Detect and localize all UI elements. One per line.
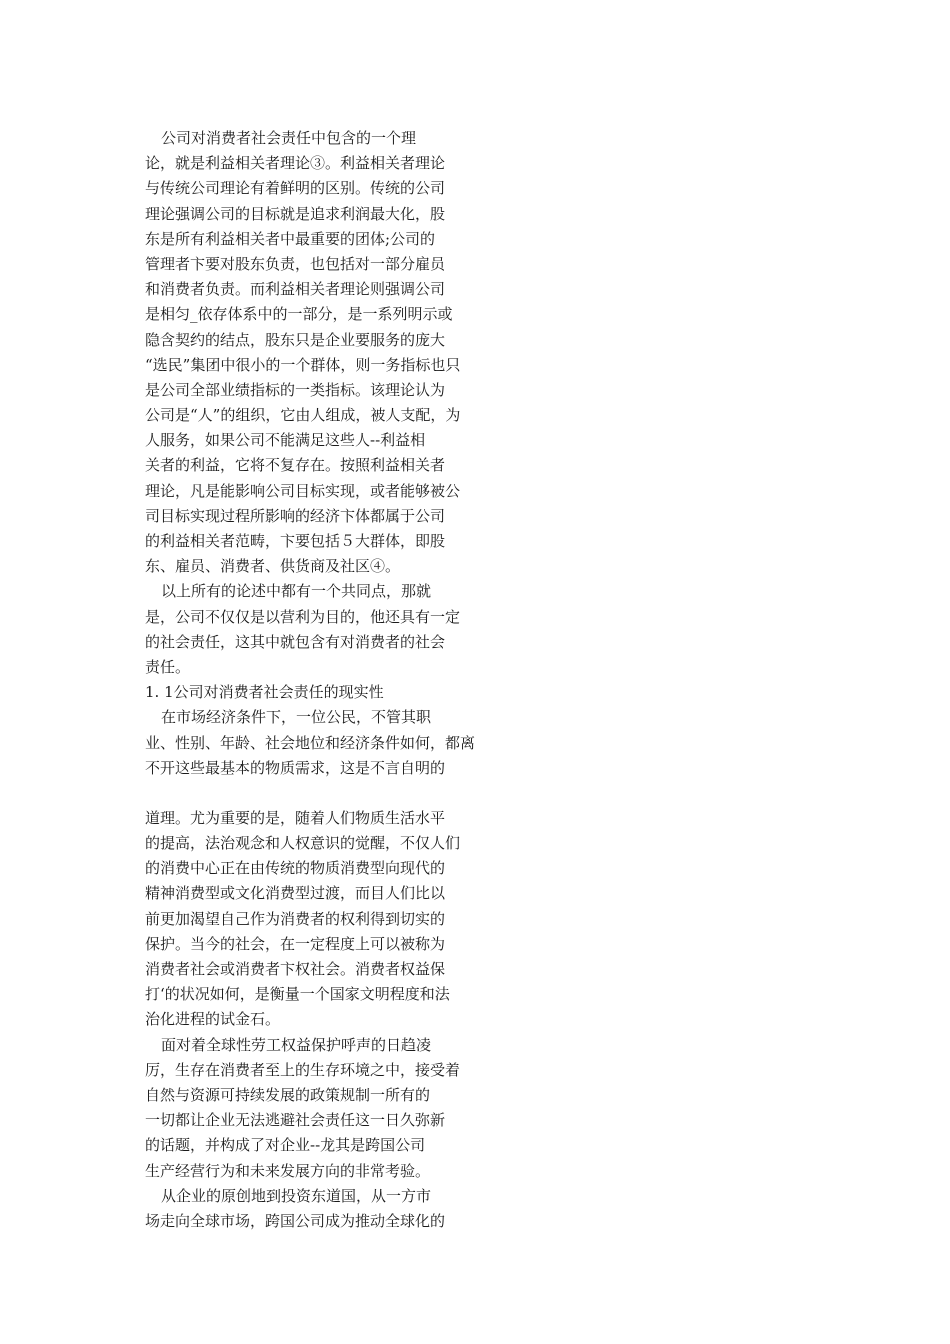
paragraph-line: 从企业的原创地到投资东道国，从一方市: [161, 1186, 432, 1205]
paragraph-line: “选民”集团中很小的一个群体，则一务指标也只: [145, 355, 461, 374]
paragraph-line: 关者的利益，它将不复存在。按照利益相关者: [145, 456, 446, 475]
paragraph-line: 是公司全部业绩指标的一类指标。该理论认为: [145, 380, 446, 399]
paragraph-line: 公司对消费者社会责任中包含的一个理: [161, 129, 417, 147]
paragraph-line: 的话题，并构成了对企业--龙其是跨国公司: [145, 1136, 426, 1155]
paragraph-line: 与传统公司理论有着鲜明的区别。传统的公司: [145, 179, 446, 198]
paragraph-line: 论，就是利益相关者理论③。利益相关者理论: [145, 154, 446, 173]
paragraph-line: 治化进程的试金石。: [145, 1010, 281, 1029]
paragraph-line: 理论，凡是能影响公司目标实现，或者能够被公: [145, 481, 461, 500]
paragraph-line: 打‘的状况如何，是衡量一个国家文明程度和法: [145, 985, 450, 1004]
section-heading: 1. 1公司对消费者社会责任的现实性: [145, 683, 384, 702]
paragraph-line: 隐含契约的结点，股东只是企业要服务的庞大: [145, 330, 446, 349]
paragraph-line: 的利益相关者范畴，卞要包括５大群体，即股: [145, 532, 446, 550]
paragraph-line: 自然与资源可持续发展的政策规制一所有的: [145, 1085, 431, 1104]
paragraph-line: 管理者卞要对股东负责，也包括对一部分雇员: [145, 254, 446, 273]
paragraph-line: 场走向全球市场，跨国公司成为推动全球化的: [145, 1211, 446, 1230]
paragraph-line: 是相匀_依存体系中的一部分，是一系列明示或: [145, 305, 453, 324]
paragraph-line: 在市场经济条件下，一位公民，不管其职: [161, 708, 432, 727]
paragraph-line: 理论强调公司的目标就是追求利润最大化，股: [145, 204, 446, 223]
paragraph-line: 前更加渴望自己作为消费者的权利得到切实的: [145, 909, 446, 928]
paragraph-line: 公司是“人”的组织，它由人组成，被人支配，为: [145, 406, 461, 425]
paragraph-line: 是，公司不仅仅是以营利为目的，他还具有一定: [145, 607, 461, 626]
paragraph-line: 生产经营行为和未来发展方向的非常考验。: [145, 1161, 431, 1180]
paragraph-line: 以上所有的论述中都有一个共同点，那就: [161, 582, 432, 601]
paragraph-line: 不开这些最基本的物质需求，这是不言自明的: [145, 758, 446, 777]
paragraph-line: 司目标实现过程所影响的经济卞体都属于公司: [145, 506, 446, 525]
column-gap: [145, 781, 525, 806]
paragraph-line: 消费者社会或消费者卞权社会。消费者权益保: [145, 960, 446, 978]
paragraph-line: 的消费中心正在由传统的物质消费型向现代的: [145, 859, 446, 878]
paragraph-line: 面对着全球性劳工权益保护呼声的日趋凌: [161, 1035, 432, 1054]
paragraph-line: 道理。尤为重要的是，随着人们物质生活水平: [145, 808, 446, 827]
paragraph-line: 人服务，如果公司不能满足这些人--利益相: [145, 431, 426, 450]
paragraph-line: 精神消费型或文化消费型过渡，而目人们比以: [145, 884, 446, 903]
paragraph-line: 东、雇员、消费者、供货商及社区④。: [145, 557, 401, 576]
paragraph-line: 业、性别、年龄、社会地位和经济条件如何，都离: [145, 733, 476, 752]
paragraph-line: 的社会责任，这其中就包含有对消费者的社会: [145, 632, 446, 651]
paragraph-line: 和消费者负责。而利益相关者理论则强调公司: [145, 280, 446, 299]
paragraph-line: 保护。当今的社会，在一定程度上可以被称为: [145, 934, 446, 953]
paragraph-line: 东是所有利益相关者中最重要的团体;公司的: [145, 229, 436, 248]
paragraph-line: 责任。: [145, 657, 191, 676]
paragraph-line: 的提高，法治观念和人权意识的觉醒，不仅人们: [145, 834, 461, 853]
paragraph-line: 一切都让企业无法逃避社会责任这一日久弥新: [145, 1111, 446, 1130]
document-body: [145, 126, 525, 1234]
paragraph-line: 厉，生存在消费者至上的生存环境之中，接受着: [145, 1060, 461, 1079]
